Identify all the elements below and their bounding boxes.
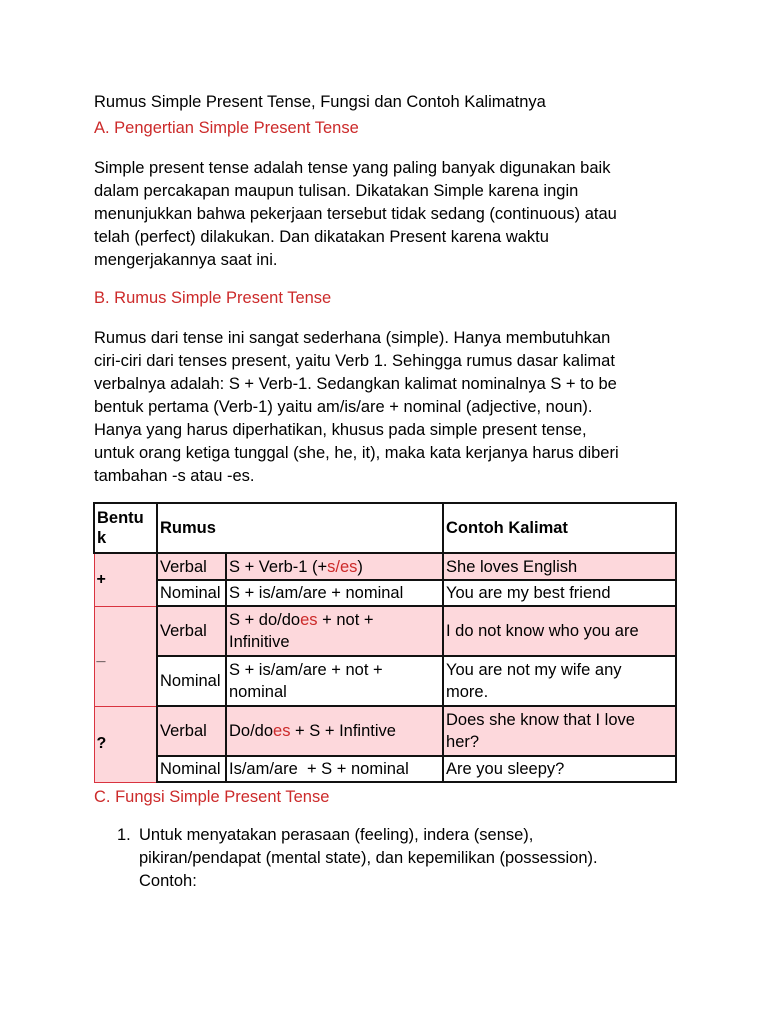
type-cell: Nominal — [157, 656, 226, 706]
example-text: Does she know that I love — [446, 711, 635, 729]
type-cell: Verbal — [157, 606, 226, 656]
header-rumus: Rumus — [157, 503, 443, 553]
table-row — [94, 706, 676, 756]
paragraph-line: Hanya yang harus diperhatikan, khusus pada simple present tense, — [94, 421, 587, 439]
type-cell: Nominal — [157, 756, 226, 782]
example-cell: I do not know who you are — [443, 606, 676, 656]
paragraph-line: menunjukkan bahwa pekerjaan tersebut tidak sedang (continuous) atau — [94, 205, 617, 223]
table-row — [94, 553, 676, 580]
type-cell: Verbal — [157, 553, 226, 580]
example-cell: Are you sleepy? — [443, 756, 676, 782]
table-row — [94, 606, 676, 656]
paragraph-line: dalam percakapan maupun tulisan. Dikatakan Simple karena ingin — [94, 182, 579, 200]
formula-text: Do/do — [229, 722, 274, 740]
symbol-question: ? — [94, 706, 157, 782]
symbol-positive: + — [94, 553, 157, 606]
table-header-row — [94, 503, 676, 553]
type-cell: Verbal — [157, 706, 226, 756]
formula-cell — [226, 656, 443, 706]
list-item-line: pikiran/pendapat (mental state), dan kepemilikan (possession). — [139, 849, 598, 867]
list-item-line: Untuk menyatakan perasaan (feeling), indera (sense), — [139, 826, 534, 844]
formula-text: S + Verb-1 (+ — [229, 557, 328, 576]
paragraph-line: Simple present tense adalah tense yang paling banyak digunakan baik — [94, 159, 611, 177]
paragraph-line: telah (perfect) dilakukan. Dan dikatakan Present karena waktu — [94, 228, 549, 246]
symbol-negative: _ — [94, 606, 157, 706]
formula-suffix-highlight: s/es — [327, 557, 358, 576]
formula-text: + S + Infintive — [290, 722, 396, 740]
paragraph-line: untuk orang ketiga tunggal (she, he, it), maka kata kerjanya harus diberi — [94, 444, 619, 462]
fungsi-list — [94, 824, 694, 893]
formula-cell: Is/am/are + S + nominal — [226, 756, 443, 782]
example-cell — [443, 656, 676, 706]
paragraph-rumus — [94, 327, 674, 488]
example-cell: You are my best friend — [443, 580, 676, 606]
formula-suffix-highlight: es — [300, 611, 318, 629]
example-cell — [443, 706, 676, 756]
table-row — [94, 656, 676, 706]
paragraph-line: tambahan -s atau -es. — [94, 467, 255, 485]
formula-text: S + is/am/are + not + — [229, 661, 383, 679]
header-contoh: Contoh Kalimat — [443, 503, 676, 553]
paragraph-line: bentuk pertama (Verb-1) yaitu am/is/are + nominal (adjective, noun). — [94, 398, 593, 416]
table-row — [94, 580, 676, 606]
heading-section-b: B. Rumus Simple Present Tense — [94, 289, 332, 307]
rumus-table — [93, 502, 677, 783]
paragraph-line: ciri-ciri dari tenses present, yaitu Verb 1. Sehingga rumus dasar kalimat — [94, 352, 615, 370]
type-cell: Nominal — [157, 580, 226, 606]
heading-section-a: A. Pengertian Simple Present Tense — [94, 119, 359, 137]
formula-text: Infinitive — [229, 633, 290, 651]
list-item-number: 1. — [117, 826, 131, 844]
list-item — [94, 824, 694, 893]
list-item-line: Contoh: — [139, 872, 197, 890]
formula-cell — [226, 706, 443, 756]
paragraph-line: verbalnya adalah: S + Verb-1. Sedangkan kalimat nominalnya S + to be — [94, 375, 617, 393]
formula-text: ) — [357, 557, 363, 576]
formula-cell — [226, 553, 443, 580]
header-bentuk-line2: k — [97, 529, 107, 547]
example-text: her? — [446, 733, 480, 751]
formula-cell — [226, 606, 443, 656]
header-bentuk — [94, 503, 157, 553]
formula-cell: S + is/am/are + nominal — [226, 580, 443, 606]
paragraph-line: Rumus dari tense ini sangat sederhana (simple). Hanya membutuhkan — [94, 329, 611, 347]
paragraph-pengertian — [94, 157, 674, 272]
header-bentuk-line1: Bentu — [97, 509, 144, 527]
example-text: more. — [446, 683, 489, 701]
formula-text: nominal — [229, 683, 287, 701]
formula-suffix-highlight: es — [273, 722, 291, 740]
example-text: You are not my wife any — [446, 661, 622, 679]
page-title: Rumus Simple Present Tense, Fungsi dan Contoh Kalimatnya — [94, 93, 546, 111]
formula-text: S + do/do — [229, 611, 301, 629]
heading-section-c: C. Fungsi Simple Present Tense — [94, 788, 330, 806]
table-row — [94, 756, 676, 782]
example-cell: She loves English — [443, 553, 676, 580]
formula-text: + not + — [317, 611, 374, 629]
paragraph-line: mengerjakannya saat ini. — [94, 251, 278, 269]
